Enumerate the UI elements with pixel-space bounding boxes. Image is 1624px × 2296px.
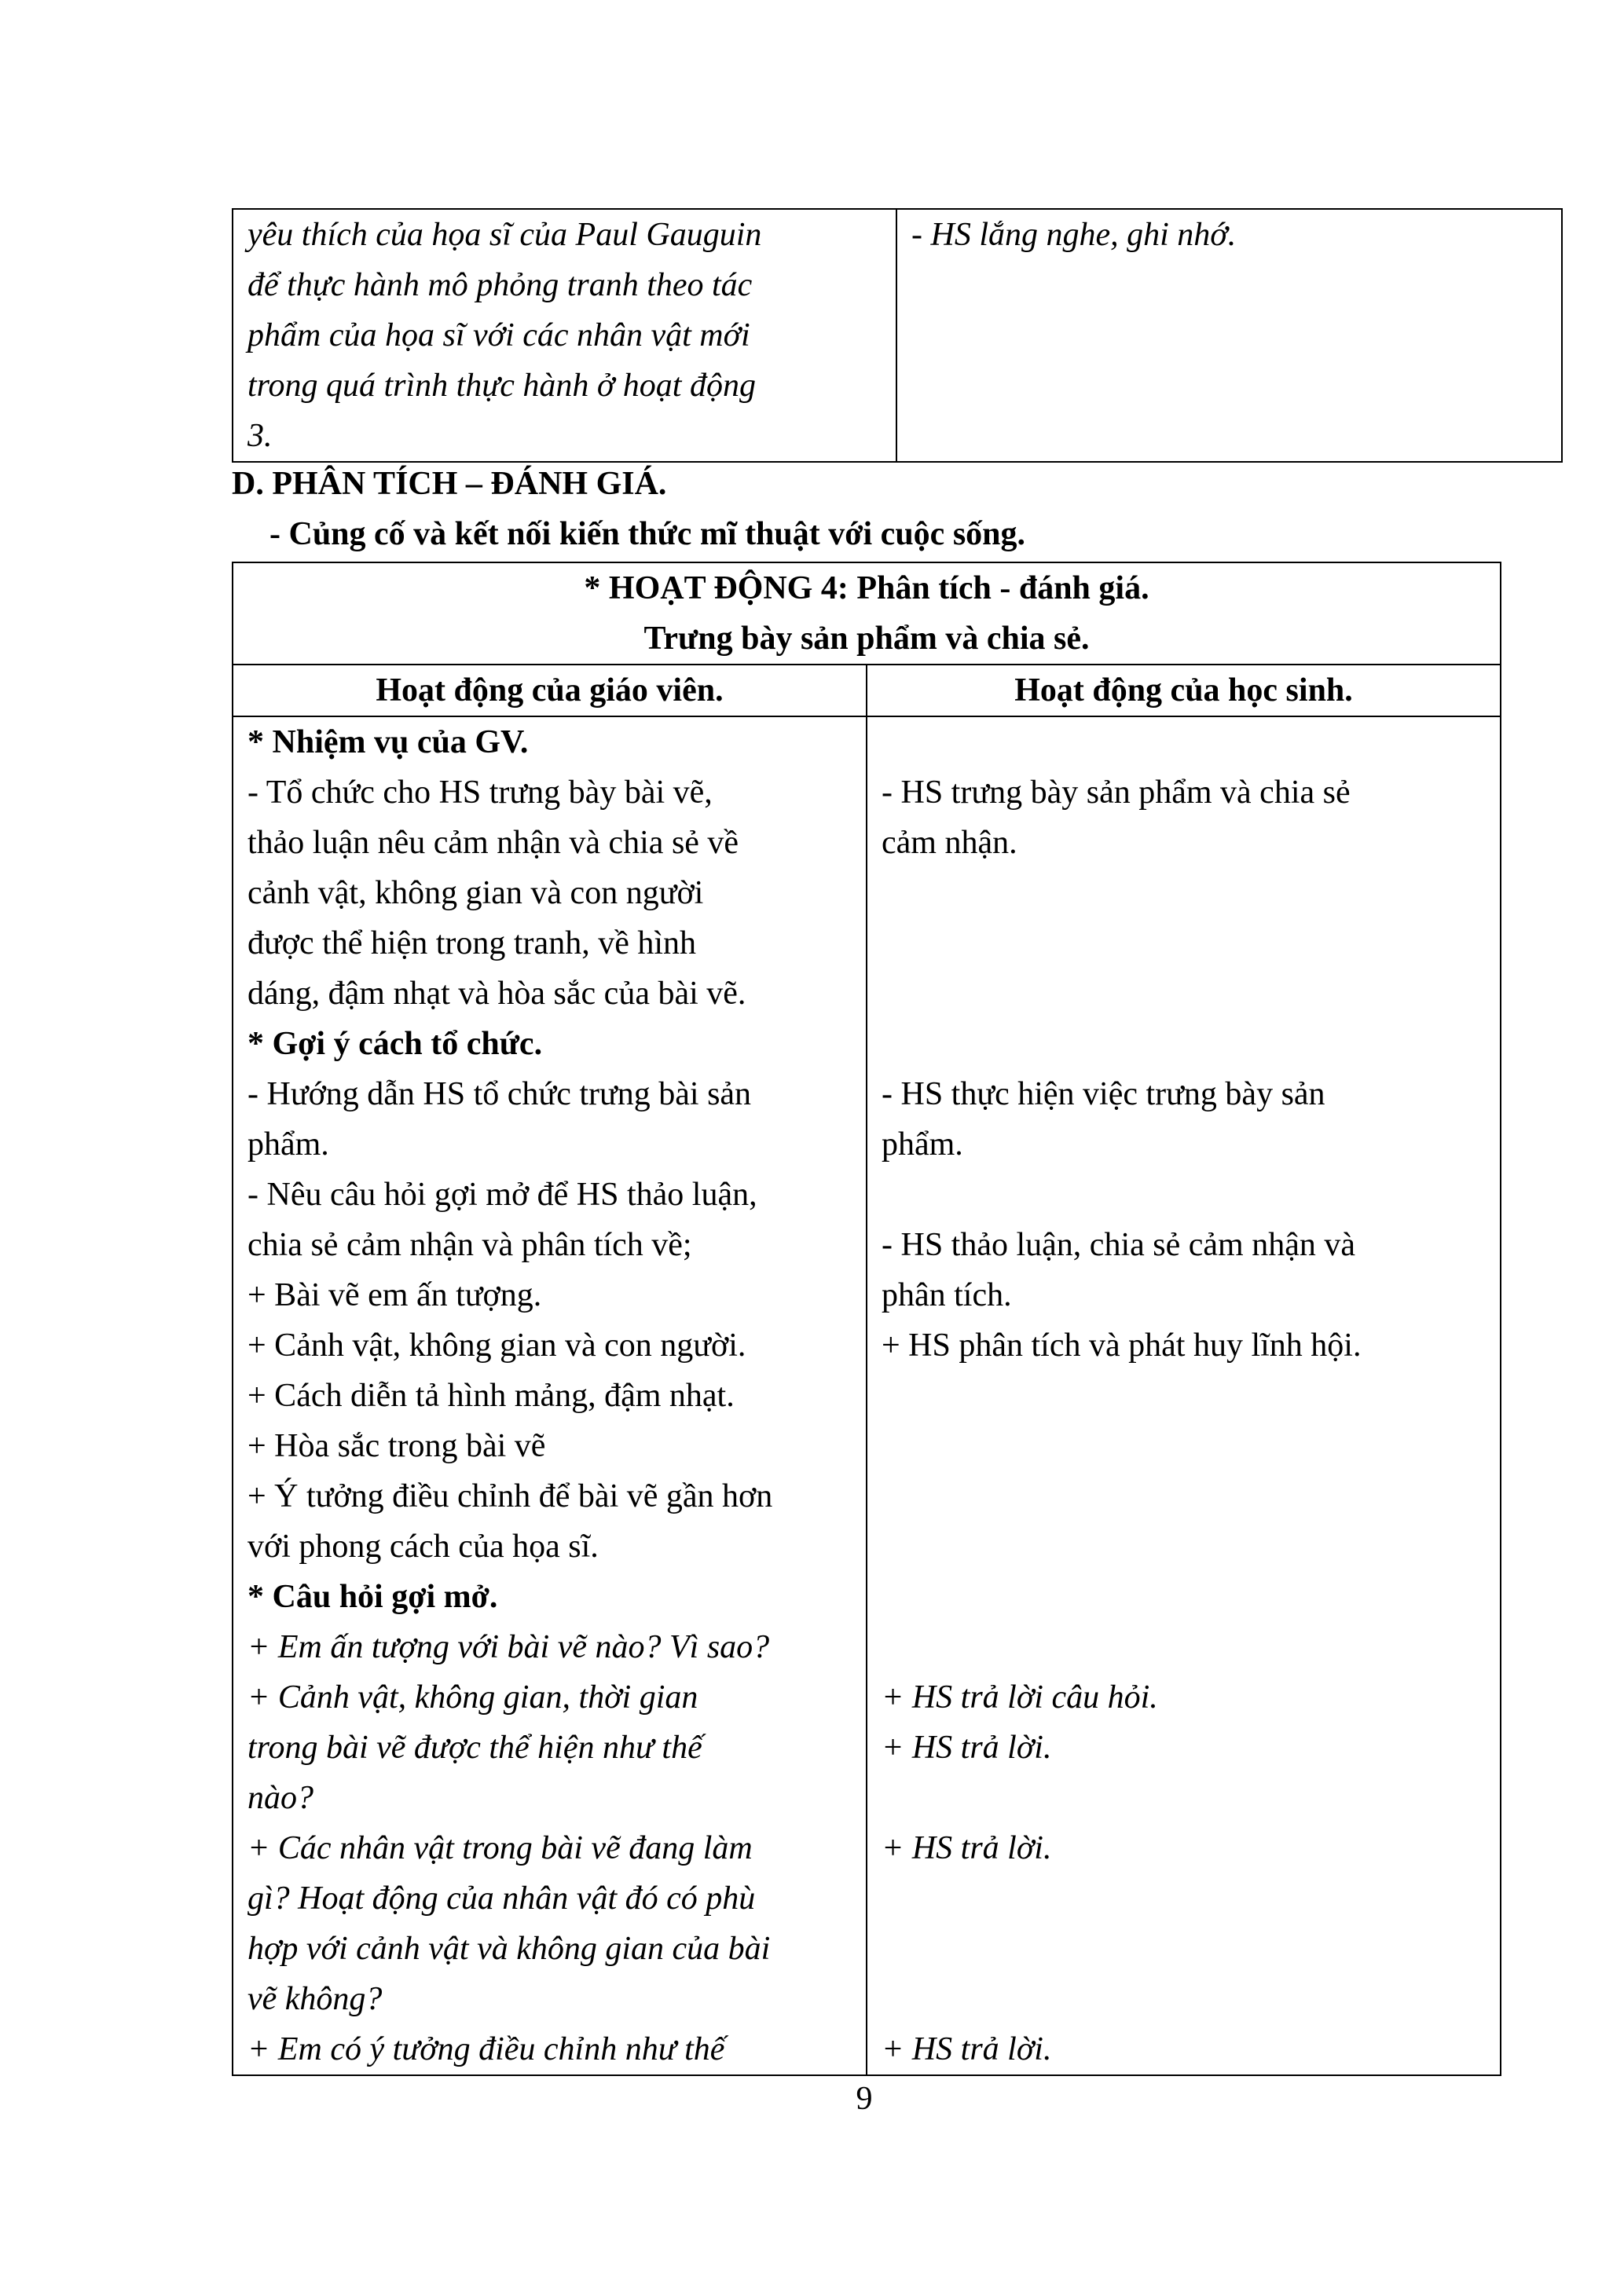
text-line: [882, 969, 1486, 1019]
text-line: [882, 1170, 1486, 1220]
text-line: [882, 1421, 1486, 1471]
text-line: yêu thích của họa sĩ của Paul Gauguin: [247, 217, 762, 253]
text-line: hợp với cảnh vật và không gian của bài: [247, 1931, 771, 1967]
section-d-goal: - Củng cố và kết nối kiến thức mĩ thuật với cuộc sống.: [269, 516, 1026, 552]
text-line: + HS trả lời.: [882, 2031, 1052, 2067]
text-line: thảo luận nêu cảm nhận và chia sẻ về: [247, 825, 739, 861]
table-row: [233, 209, 1562, 462]
text-line: trong bài vẽ được thể hiện như thế: [247, 1730, 702, 1766]
suggest-heading: * Gợi ý cách tổ chức.: [247, 1026, 543, 1062]
text-line: + Cảnh vật, không gian và con người.: [247, 1327, 746, 1364]
text-line: + Ý tưởng điều chỉnh để bài vẽ gần hơn: [247, 1478, 773, 1514]
text-line: - Tổ chức cho HS trưng bày bài vẽ,: [247, 774, 713, 811]
text-line: phẩm của họa sĩ với các nhân vật mới: [247, 317, 750, 353]
task-heading: * Nhiệm vụ của GV.: [247, 724, 529, 760]
text-line: [882, 717, 1486, 767]
text-line: + HS trả lời câu hỏi.: [882, 1679, 1158, 1716]
text-line: [882, 1974, 1486, 2024]
text-line: + Hòa sắc trong bài vẽ: [247, 1428, 546, 1464]
teacher-activities-cell: [233, 716, 867, 2075]
text-line: - HS thực hiện việc trưng bày sản: [882, 1076, 1325, 1112]
question-heading: * Câu hỏi gợi mở.: [247, 1579, 498, 1615]
table-row: [233, 716, 1501, 2075]
text-line: - Nêu câu hỏi gợi mở để HS thảo luận,: [247, 1177, 757, 1213]
text-line: + Cách diễn tả hình mảng, đậm nhạt.: [247, 1378, 735, 1414]
text-line: nào?: [247, 1780, 313, 1816]
text-line: với phong cách của họa sĩ.: [247, 1529, 599, 1565]
text-line: + Các nhân vật trong bài vẽ đang làm: [247, 1830, 753, 1866]
text-line: được thể hiện trong tranh, về hình: [247, 925, 696, 961]
text-line: vẽ không?: [247, 1981, 383, 2017]
text-line: + Bài vẽ em ấn tượng.: [247, 1277, 542, 1313]
text-line: phẩm.: [882, 1126, 963, 1163]
activity-4-table: [232, 562, 1501, 2076]
text-line: [882, 918, 1486, 969]
activity-subtitle: Trưng bày sản phẩm và chia sẻ.: [643, 621, 1090, 657]
text-line: [882, 1773, 1486, 1823]
student-activities-cell: [867, 716, 1501, 2075]
text-line: để thực hành mô phỏng tranh theo tác: [247, 267, 753, 303]
text-line: [882, 1019, 1486, 1069]
text-line: + Em có ý tưởng điều chỉnh như thế: [247, 2031, 725, 2067]
text-line: [882, 1522, 1486, 1572]
text-line: [882, 1622, 1486, 1672]
text-line: - HS thảo luận, chia sẻ cảm nhận và: [882, 1227, 1355, 1263]
text-line: + HS trả lời.: [882, 1830, 1052, 1866]
text-line: gì? Hoạt động của nhân vật đó có phù: [247, 1880, 756, 1917]
text-line: [882, 1371, 1486, 1421]
text-line: [882, 1572, 1486, 1622]
student-cell: [896, 209, 1562, 462]
activity-title: * HOẠT ĐỘNG 4: Phân tích - đánh giá.: [584, 570, 1149, 606]
text-line: [882, 1873, 1486, 1924]
text-line: + Cảnh vật, không gian, thời gian: [247, 1679, 698, 1716]
table-title-row: [233, 562, 1501, 665]
text-line: [882, 868, 1486, 918]
activity-title-cell: [233, 562, 1501, 665]
text-line: - HS trưng bày sản phẩm và chia sẻ: [882, 774, 1351, 811]
text-line: + HS phân tích và phát huy lĩnh hội.: [882, 1327, 1362, 1364]
table-header-row: [233, 665, 1501, 716]
text-line: cảnh vật, không gian và con người: [247, 875, 704, 911]
activity-table-continued: [232, 208, 1563, 463]
text-line: chia sẻ cảm nhận và phân tích về;: [247, 1227, 692, 1263]
text-line: [882, 1471, 1486, 1522]
teacher-cell: [233, 209, 896, 462]
text-line: dáng, đậm nhạt và hòa sắc của bài vẽ.: [247, 976, 746, 1012]
text-line: [882, 1924, 1486, 1974]
text-line: phẩm.: [247, 1126, 329, 1163]
column-header-student: Hoạt động của học sinh.: [867, 665, 1501, 716]
text-line: - Hướng dẫn HS tổ chức trưng bài sản: [247, 1076, 752, 1112]
column-header-teacher: Hoạt động của giáo viên.: [233, 665, 867, 716]
text-line: phân tích.: [882, 1277, 1012, 1313]
text-line: cảm nhận.: [882, 825, 1017, 861]
text-line: 3.: [247, 418, 273, 454]
text-line: + Em ấn tượng với bài vẽ nào? Vì sao?: [247, 1629, 770, 1665]
text-line: - HS lắng nghe, ghi nhớ.: [911, 217, 1237, 253]
text-line: + HS trả lời.: [882, 1730, 1052, 1766]
page-number: 9: [856, 2081, 873, 2117]
section-d-title: D. PHÂN TÍCH – ĐÁNH GIÁ.: [232, 466, 667, 502]
text-line: trong quá trình thực hành ở hoạt động: [247, 368, 756, 404]
